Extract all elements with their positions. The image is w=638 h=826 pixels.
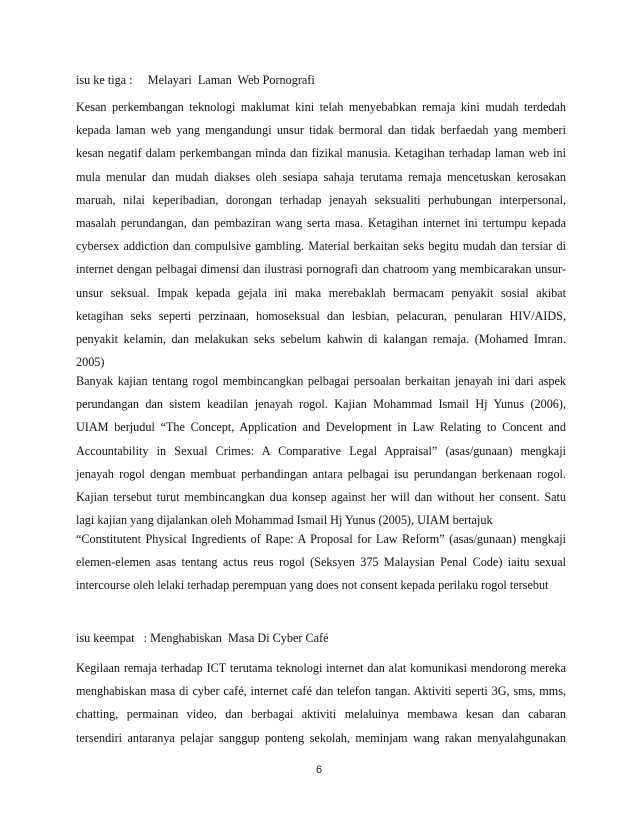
text-line: lagi kajian yang dijalankan oleh Mohammad Ismail Hj Yunus (2005), UIAM bertajuk [76,513,493,528]
text-line: internet dengan pelbagai dimensi dan ilustrasi pornografi dan chatroom yang membicarakan unsur- [76,262,566,277]
text-line: menghabiskan masa di cyber café, internet café dan telefon tangan. Aktiviti seperti 3G, sms, mms, [76,684,566,699]
text-line: “Constitutent Physical Ingredients of Rape: A Proposal for Law Reform” (asas/gunaan) mengkaji [76,532,566,546]
text-line: unsur seksual. Impak kepada gejala ini maka merebaklah bermacam penyakit sosial akibat [76,285,566,300]
text-line: Banyak kajian tentang rogol membincangkan pelbagai persoalan berkaitan jenayah ini dari aspek [76,374,566,388]
text-line: 2005) [76,355,105,370]
text-line: Accountability in Sexual Crimes: A Comparative Legal Appraisal” (asas/gunaan) mengkaji [76,443,566,458]
text-line: penyakit kelamin, dan melakukan seks sebelum kahwin di kalangan remaja. (Mohamed Imran. [76,331,566,346]
text-line: Kesan perkembangan teknologi maklumat kini telah menyebabkan remaja kini mudah terdedah [76,100,566,114]
paragraph-pornografi [76,96,566,374]
text-line: jenayah rogol dengan membuat perbandingan antara pelbagai isu perundangan berkenaan rogol. [76,466,566,481]
text-line: kepada laman web yang mengandungi unsur tidak bermoral dan tidak berfaedah yang memberi [76,123,566,138]
text-line: Kajian tersebut turut membincangkan dua konsep against her will dan without her consent. Satu [76,489,566,504]
page-number: 6 [315,764,323,776]
text-line: chatting, permainan video, dan berbagai aktiviti melaluinya membawa kesan dan cabaran [76,707,566,722]
text-line: mula menular dan mudah diakses oleh sesiapa sahaja terutama remaja mencetuskan kerosakan [76,169,566,184]
text-line: UIAM berjudul “The Concept, Application and Development in Law Relating to Concent and [76,420,566,435]
text-line: maruah, nilai keperibadian, dorongan terhadap jenayah seksualiti perhubungan interpersonal, [76,192,566,207]
paragraph-cyber-cafe [76,657,566,750]
text-line: perundangan dan sistem keadilan jenayah rogol. Kajian Mohammad Ismail Hj Yunus (2006), [76,397,566,412]
text-line: ketagihan seks seperti perzinaan, homoseksual dan lesbian, pelacuran, penularan HIV/AIDS, [76,308,566,323]
paragraph-kajian-rogol [76,370,566,532]
paragraph-constitutent [76,528,566,598]
text-line: tersendiri antaranya pelajar sanggup ponteng sekolah, meminjam wang rakan menyalahgunakan [76,730,566,745]
text-line: Kegilaan remaja terhadap ICT terutama teknologi internet dan alat komunikasi mendorong mereka [76,661,566,675]
text-line: cybersex addiction dan compulsive gambling. Material berkaitan seks begitu mudah dan tersiar di [76,239,566,254]
text-line: intercourse oleh lelaki terhadap perempuan yang does not consent kepada perilaku rogol tersebut [76,578,549,593]
section-heading-isu-keempat: isu keempat : Menghabiskan Masa Di Cyber Café [76,631,329,645]
text-line: elemen-elemen asas tentang actus reus rogol (Seksyen 375 Malaysian Penal Code) iaitu sexual [76,555,566,570]
text-line: kesan negatif dalam perkembangan minda dan fizikal manusia. Ketagihan terhadap laman web ini [76,146,566,161]
text-line: masalah perundangan, dan pembaziran wang serta masa. Ketagihan internet ini tertumpu kepada [76,215,566,230]
section-heading-isu-ke-tiga: isu ke tiga : Melayari Laman Web Pornografi [76,73,315,87]
